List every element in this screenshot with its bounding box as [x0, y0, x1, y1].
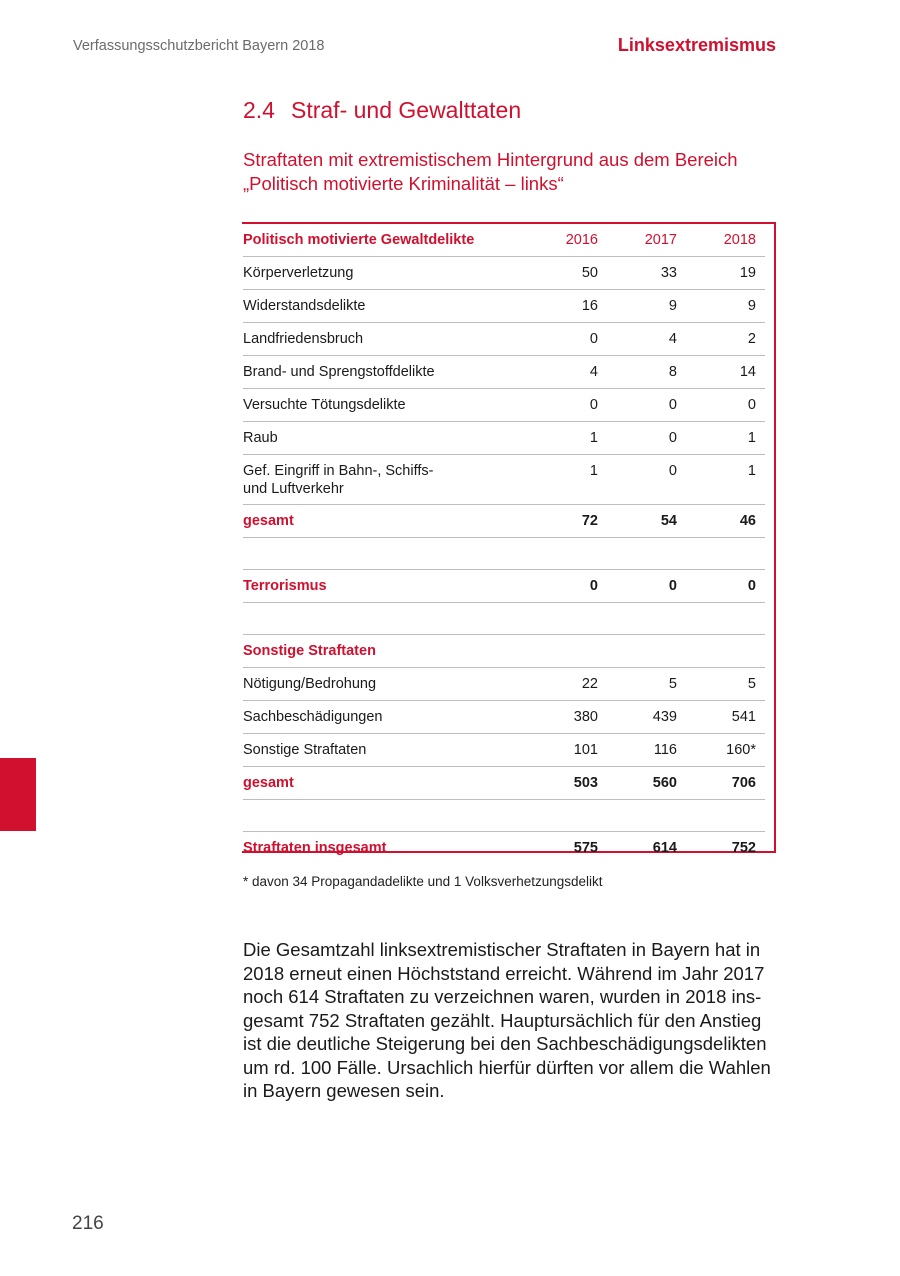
cell-2017: 614: [652, 840, 677, 856]
grand-total-row: [243, 832, 765, 865]
year-2016-header: 2016: [508, 224, 607, 257]
chapter-label: Linksextremismus: [617, 35, 776, 55]
row-label: Sonstige Straftaten: [243, 635, 508, 668]
row-label: Brand- und Sprengstoffdelikte: [243, 356, 508, 389]
cell-2018: 5: [686, 668, 765, 701]
section-title: Straf- und Gewalttaten: [291, 97, 522, 123]
cell-2017: 9: [607, 290, 686, 323]
cell-2016: 503: [508, 767, 607, 800]
cell-2016: 380: [508, 701, 607, 734]
table-header-label: Politisch motivierte Gewaltdelikte: [243, 224, 508, 257]
cell-2018: 14: [686, 356, 765, 389]
cell-2016: 4: [508, 356, 607, 389]
cell-2016: 0: [508, 389, 607, 422]
cell-2017: 560: [607, 767, 686, 800]
cell-2017: 4: [607, 323, 686, 356]
cell-2017: 439: [607, 701, 686, 734]
cell-2016: 72: [508, 505, 607, 538]
cell-2016: 50: [508, 257, 607, 290]
cell-2018: 2: [686, 323, 765, 356]
cell-2018: 541: [686, 701, 765, 734]
row-label: Straftaten insgesamt: [243, 840, 387, 856]
cell-2016: 1: [508, 422, 607, 455]
table-spacer-row: [243, 538, 765, 570]
table-row: [243, 668, 765, 701]
table-spacer-row: [243, 800, 765, 832]
cell-2016: 575: [573, 840, 598, 856]
row-label: Körperverletzung: [243, 257, 508, 290]
cell-2016: 0: [508, 323, 607, 356]
cell-2017: 0: [607, 422, 686, 455]
table-row: [243, 701, 765, 734]
table-header-row: [243, 224, 765, 257]
row-label: Gef. Eingriff in Bahn-, Schiffs- und Luftverkehr: [243, 455, 508, 505]
cell-2016: 22: [508, 668, 607, 701]
page-number: 216: [72, 1213, 104, 1234]
cell-2016: 0: [508, 570, 607, 603]
chapter-side-marker: [0, 758, 36, 831]
row-label: Landfriedensbruch: [243, 323, 508, 356]
cell-2017: 54: [607, 505, 686, 538]
other-crimes-header-row: [243, 635, 765, 668]
year-2017-header: 2017: [607, 224, 686, 257]
row-label: gesamt: [243, 505, 508, 538]
cell-2016: 1: [508, 455, 607, 505]
cell-2016: 16: [508, 290, 607, 323]
cell-2018: 0: [686, 570, 765, 603]
row-label: Raub: [243, 422, 508, 455]
cell-2018: 752: [731, 840, 756, 856]
body-paragraph: Die Gesamtzahl linksextremistischer Straftaten in Bayern hat in 2018 erneut einen Höchststand erreicht. Während im Jahr 2017 noch 614 Straftaten zu verzeichnen waren, wurden in 2018 insgesamt 752 Straftaten gezählt. Hauptursächlich für den Anstieg ist die deutliche Steigerung bei den Sachbeschädigungsdelikten um rd. 100 Fälle. Ursachlich hierfür dürften vor allem die Wahlen in Bayern gewesen sein.: [243, 939, 771, 1101]
year-2018-header: 2018: [686, 224, 765, 257]
table-spacer-row: [243, 603, 765, 635]
running-header-title: Verfassungsschutzbericht Bayern 2018: [73, 38, 325, 54]
cell-2018: 1: [686, 455, 765, 505]
cell-2018: 1: [686, 422, 765, 455]
section-heading: [243, 97, 521, 124]
row-label: Versuchte Tötungsdelikte: [243, 389, 508, 422]
cell-2017: 0: [607, 570, 686, 603]
table-subtitle: Straftaten mit extremistischem Hintergrund aus dem Bereich „Politisch motivierte Kriminalität – links“: [243, 149, 738, 194]
cell-2017: 5: [607, 668, 686, 701]
cell-2017: 8: [607, 356, 686, 389]
cell-2017: 0: [607, 455, 686, 505]
cell-2018: 19: [686, 257, 765, 290]
cell-2018: 0: [686, 389, 765, 422]
row-label: gesamt: [243, 767, 508, 800]
table-row: [243, 422, 765, 455]
row-label: Nötigung/Bedrohung: [243, 668, 508, 701]
table-row: [243, 356, 765, 389]
cell-2016: 101: [508, 734, 607, 767]
crime-statistics-table: [243, 224, 765, 864]
cell-2018: 706: [686, 767, 765, 800]
row-label: Sonstige Straftaten: [243, 734, 508, 767]
section-number: 2.4: [243, 97, 275, 123]
cell-2018: 46: [686, 505, 765, 538]
violent-total-row: [243, 505, 765, 538]
cell-2017: 33: [607, 257, 686, 290]
table-row: [243, 734, 765, 767]
row-label: Widerstandsdelikte: [243, 290, 508, 323]
cell-2018: 9: [686, 290, 765, 323]
other-total-row: [243, 767, 765, 800]
cell-2017: 0: [607, 389, 686, 422]
cell-2017: 116: [607, 734, 686, 767]
table-row: [243, 323, 765, 356]
terrorism-row: [243, 570, 765, 603]
table-row: [243, 257, 765, 290]
table-footnote: * davon 34 Propagandadelikte und 1 Volksverhetzungsdelikt: [243, 874, 603, 889]
cell-2018: 160*: [686, 734, 765, 767]
table-row: [243, 389, 765, 422]
row-label: Sachbeschädigungen: [243, 701, 508, 734]
table-row: [243, 290, 765, 323]
table-row: [243, 455, 765, 505]
row-label: Terrorismus: [243, 570, 508, 603]
